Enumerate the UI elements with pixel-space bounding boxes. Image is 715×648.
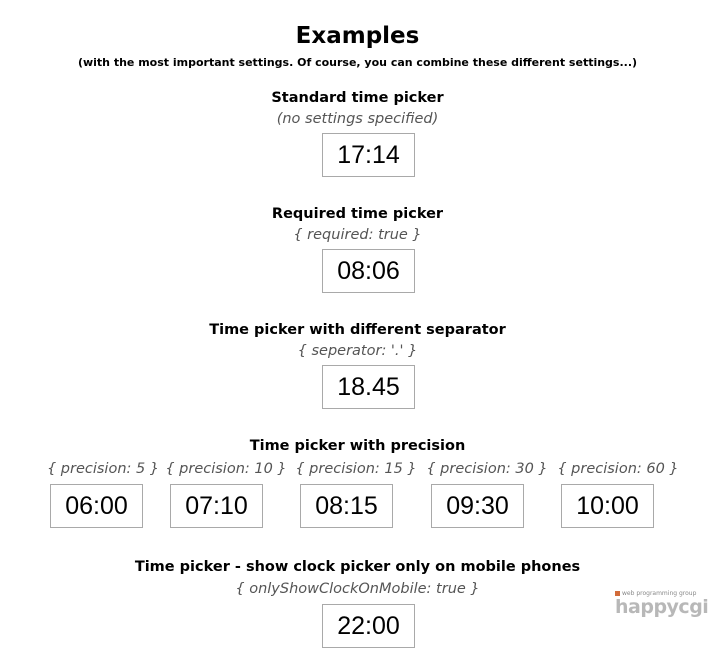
required-time-input[interactable] <box>322 249 415 293</box>
section-required-title: Required time picker <box>271 206 444 222</box>
standard-time-input[interactable] <box>322 133 415 177</box>
section-mobile-title: Time picker - show clock picker only on mobile phones <box>134 559 581 575</box>
page-subtitle: (with the most important settings. Of course, you can combine these different settings...) <box>77 56 638 69</box>
precision-30-label: { precision: 30 } <box>426 461 548 477</box>
precision-15-time-input[interactable] <box>300 484 393 528</box>
section-separator-title: Time picker with different separator <box>209 322 506 338</box>
separator-time-input[interactable] <box>322 365 415 409</box>
happycgi-watermark <box>615 590 707 618</box>
precision-5-time-input[interactable] <box>50 484 143 528</box>
mobile-time-input[interactable] <box>322 604 415 648</box>
section-required-settings: { required: true } <box>293 227 422 243</box>
section-precision-title: Time picker with precision <box>249 438 466 454</box>
precision-60-time-input[interactable] <box>561 484 654 528</box>
precision-15-label: { precision: 15 } <box>295 461 417 477</box>
watermark-brand: happycgi <box>615 596 709 618</box>
precision-60-label: { precision: 60 } <box>557 461 679 477</box>
precision-5-label: { precision: 5 } <box>46 461 160 477</box>
section-standard-title: Standard time picker <box>271 90 444 106</box>
watermark-tagline: web programming group <box>622 590 697 597</box>
page-title: Examples <box>295 23 420 49</box>
precision-30-time-input[interactable] <box>431 484 524 528</box>
section-separator-settings: { seperator: '.' } <box>297 343 418 359</box>
section-standard-settings: (no settings specified) <box>276 111 439 127</box>
section-mobile-settings: { onlyShowClockOnMobile: true } <box>235 581 480 597</box>
precision-10-time-input[interactable] <box>170 484 263 528</box>
precision-10-label: { precision: 10 } <box>165 461 287 477</box>
